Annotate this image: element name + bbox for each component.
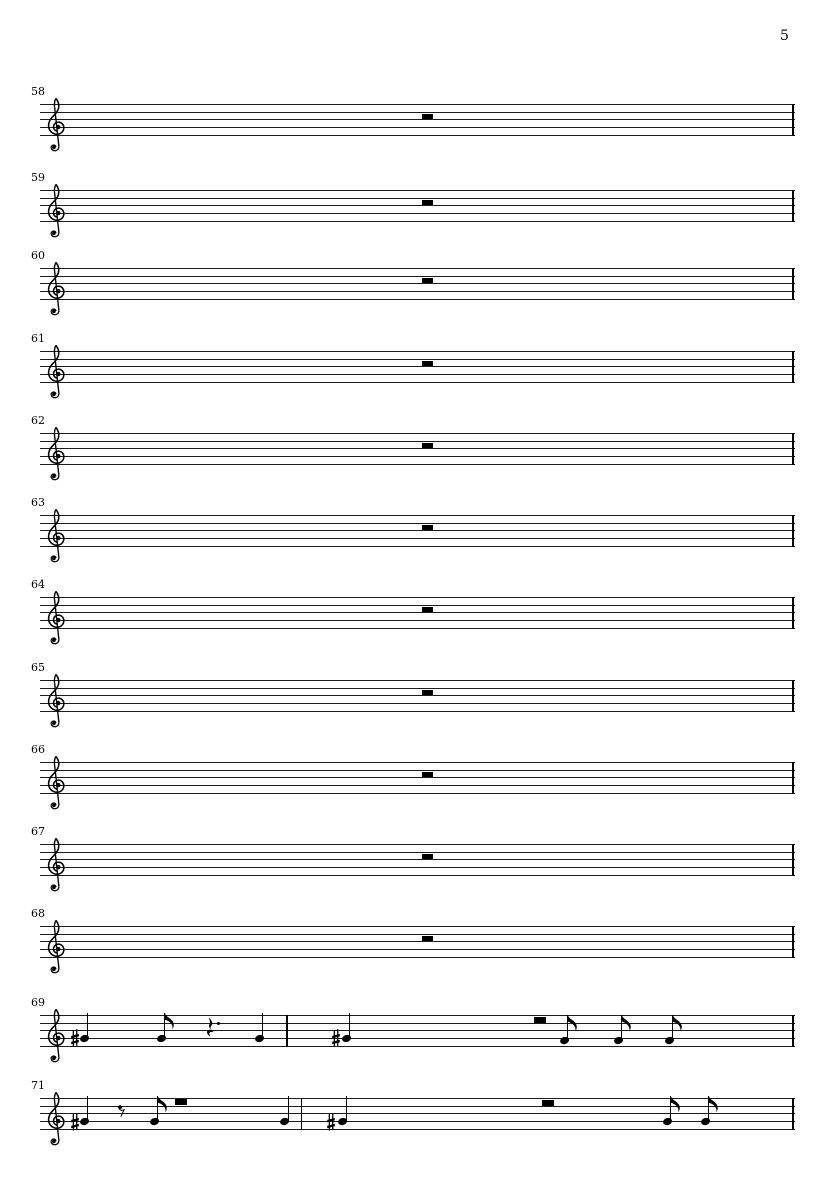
staff-line [40, 711, 795, 712]
end-barline [792, 104, 794, 136]
sharp-accidental [326, 1112, 336, 1132]
staff-line [40, 538, 795, 539]
staff-line [40, 299, 795, 300]
staff-line [40, 680, 795, 681]
staff-line [40, 859, 795, 860]
staff-line [40, 1113, 795, 1114]
staff-line [40, 221, 795, 222]
eighth-flag-icon [568, 1015, 578, 1032]
measure-number: 61 [31, 332, 45, 345]
note-stem [87, 1013, 88, 1039]
whole-measure-rest [422, 936, 434, 942]
staff-line [40, 530, 795, 531]
staff-system [0, 496, 835, 575]
staff-line [40, 852, 795, 853]
eighth-flag-icon [673, 1015, 683, 1032]
augmentation-dot [217, 1022, 220, 1025]
end-barline [792, 926, 794, 958]
treble-clef-icon [44, 343, 66, 400]
treble-clef-icon [44, 182, 66, 239]
end-barline [792, 680, 794, 712]
measure-number: 64 [31, 578, 45, 591]
staff-line [40, 762, 795, 763]
treble-clef-icon [44, 507, 66, 564]
end-barline [792, 515, 794, 547]
end-barline [792, 1098, 794, 1130]
measure-number: 63 [31, 496, 45, 509]
staff-line [40, 523, 795, 524]
treble-clef-icon [44, 425, 66, 482]
whole-measure-rest [422, 690, 434, 696]
staff-line [40, 205, 795, 206]
staff-system [0, 332, 835, 411]
eighth-flag-icon [622, 1015, 632, 1032]
staff-line [40, 464, 795, 465]
end-barline [792, 1015, 794, 1047]
staff-line [40, 867, 795, 868]
staff-line [40, 1038, 795, 1039]
end-barline [792, 597, 794, 629]
quarter-rest [206, 1017, 216, 1038]
measure-number: 58 [31, 85, 45, 98]
eighth-flag-icon [709, 1096, 719, 1113]
sharp-accidental [331, 1028, 341, 1048]
note-stem [288, 1096, 289, 1122]
whole-measure-rest [422, 114, 434, 120]
staff-system [0, 414, 835, 493]
staff-system [0, 171, 835, 250]
end-barline [792, 268, 794, 300]
staff-line [40, 1046, 795, 1047]
measure-number: 67 [31, 825, 45, 838]
whole-measure-rest [422, 443, 434, 449]
whole-measure-rest [422, 607, 434, 613]
staff-line [40, 104, 795, 105]
note-stem [262, 1013, 263, 1039]
staff-line [40, 620, 795, 621]
measure-number: 66 [31, 743, 45, 756]
sharp-accidental [70, 1028, 80, 1048]
treble-clef-icon [44, 1007, 66, 1064]
staff-line [40, 949, 795, 950]
staff-line [40, 190, 795, 191]
end-barline [792, 844, 794, 876]
staff-line [40, 382, 795, 383]
staff-line [40, 198, 795, 199]
page-number: 5 [780, 28, 789, 44]
treble-clef-icon [44, 1090, 66, 1147]
whole-measure-rest [422, 525, 434, 531]
end-barline [792, 190, 794, 222]
half-rest [542, 1100, 554, 1106]
staff-line [40, 941, 795, 942]
measure-number: 59 [31, 171, 45, 184]
staff-line [40, 119, 795, 120]
treble-clef-icon [44, 754, 66, 811]
whole-measure-rest [422, 854, 434, 860]
staff-line [40, 793, 795, 794]
staff-system [0, 996, 835, 1075]
staff-line [40, 612, 795, 613]
staff-line [40, 934, 795, 935]
eighth-flag-icon [671, 1096, 681, 1113]
staff-line [40, 1106, 795, 1107]
staff-line [40, 957, 795, 958]
staff-system [0, 661, 835, 740]
treble-clef-icon [44, 918, 66, 975]
measure-number: 62 [31, 414, 45, 427]
staff-line [40, 268, 795, 269]
barline [286, 1015, 287, 1047]
staff-line [40, 441, 795, 442]
treble-clef-icon [44, 672, 66, 729]
staff-line [40, 276, 795, 277]
staff-line [40, 777, 795, 778]
staff-line [40, 213, 795, 214]
staff-line [40, 112, 795, 113]
staff-system [0, 85, 835, 164]
staff-line [40, 785, 795, 786]
staff-system [0, 1079, 835, 1158]
whole-measure-rest [422, 278, 434, 284]
note-stem [346, 1096, 347, 1122]
whole-measure-rest [422, 200, 434, 206]
staff-line [40, 515, 795, 516]
measure-number: 65 [31, 661, 45, 674]
note-stem [349, 1013, 350, 1039]
eighth-flag-icon [158, 1096, 168, 1113]
staff-line [40, 351, 795, 352]
treble-clef-icon [44, 96, 66, 153]
treble-clef-icon [44, 836, 66, 893]
eighth-rest [118, 1105, 127, 1117]
staff-line [40, 703, 795, 704]
half-rest [175, 1099, 187, 1105]
staff-line [40, 597, 795, 598]
staff-line [40, 283, 795, 284]
staff-line [40, 291, 795, 292]
staff-line [40, 844, 795, 845]
staff-line [40, 127, 795, 128]
staff-line [40, 456, 795, 457]
treble-clef-icon [44, 260, 66, 317]
staff-system [0, 825, 835, 904]
measure-number: 71 [31, 1079, 45, 1092]
staff-line [40, 688, 795, 689]
note-stem [87, 1096, 88, 1122]
end-barline [792, 762, 794, 794]
staff-system [0, 578, 835, 657]
staff-line [40, 546, 795, 547]
eighth-flag-icon [165, 1013, 175, 1030]
barline [301, 1098, 302, 1130]
sharp-accidental [70, 1112, 80, 1132]
staff-line [40, 366, 795, 367]
staff-line [40, 135, 795, 136]
treble-clef-icon [44, 589, 66, 646]
staff-line [40, 926, 795, 927]
staff-system [0, 907, 835, 986]
whole-measure-rest [422, 772, 434, 778]
whole-measure-rest [422, 361, 434, 367]
staff-system [0, 743, 835, 822]
measure-number: 69 [31, 996, 45, 1009]
measure-number: 68 [31, 907, 45, 920]
end-barline [792, 351, 794, 383]
end-barline [792, 433, 794, 465]
staff-line [40, 1129, 795, 1130]
staff-line [40, 875, 795, 876]
staff-line [40, 448, 795, 449]
staff-line [40, 770, 795, 771]
half-rest [534, 1017, 546, 1023]
measure-number: 60 [31, 249, 45, 262]
staff-line [40, 1098, 795, 1099]
staff-line [40, 695, 795, 696]
staff-line [40, 433, 795, 434]
staff-line [40, 359, 795, 360]
staff-line [40, 374, 795, 375]
staff-line [40, 605, 795, 606]
staff-system [0, 249, 835, 328]
staff-line [40, 628, 795, 629]
